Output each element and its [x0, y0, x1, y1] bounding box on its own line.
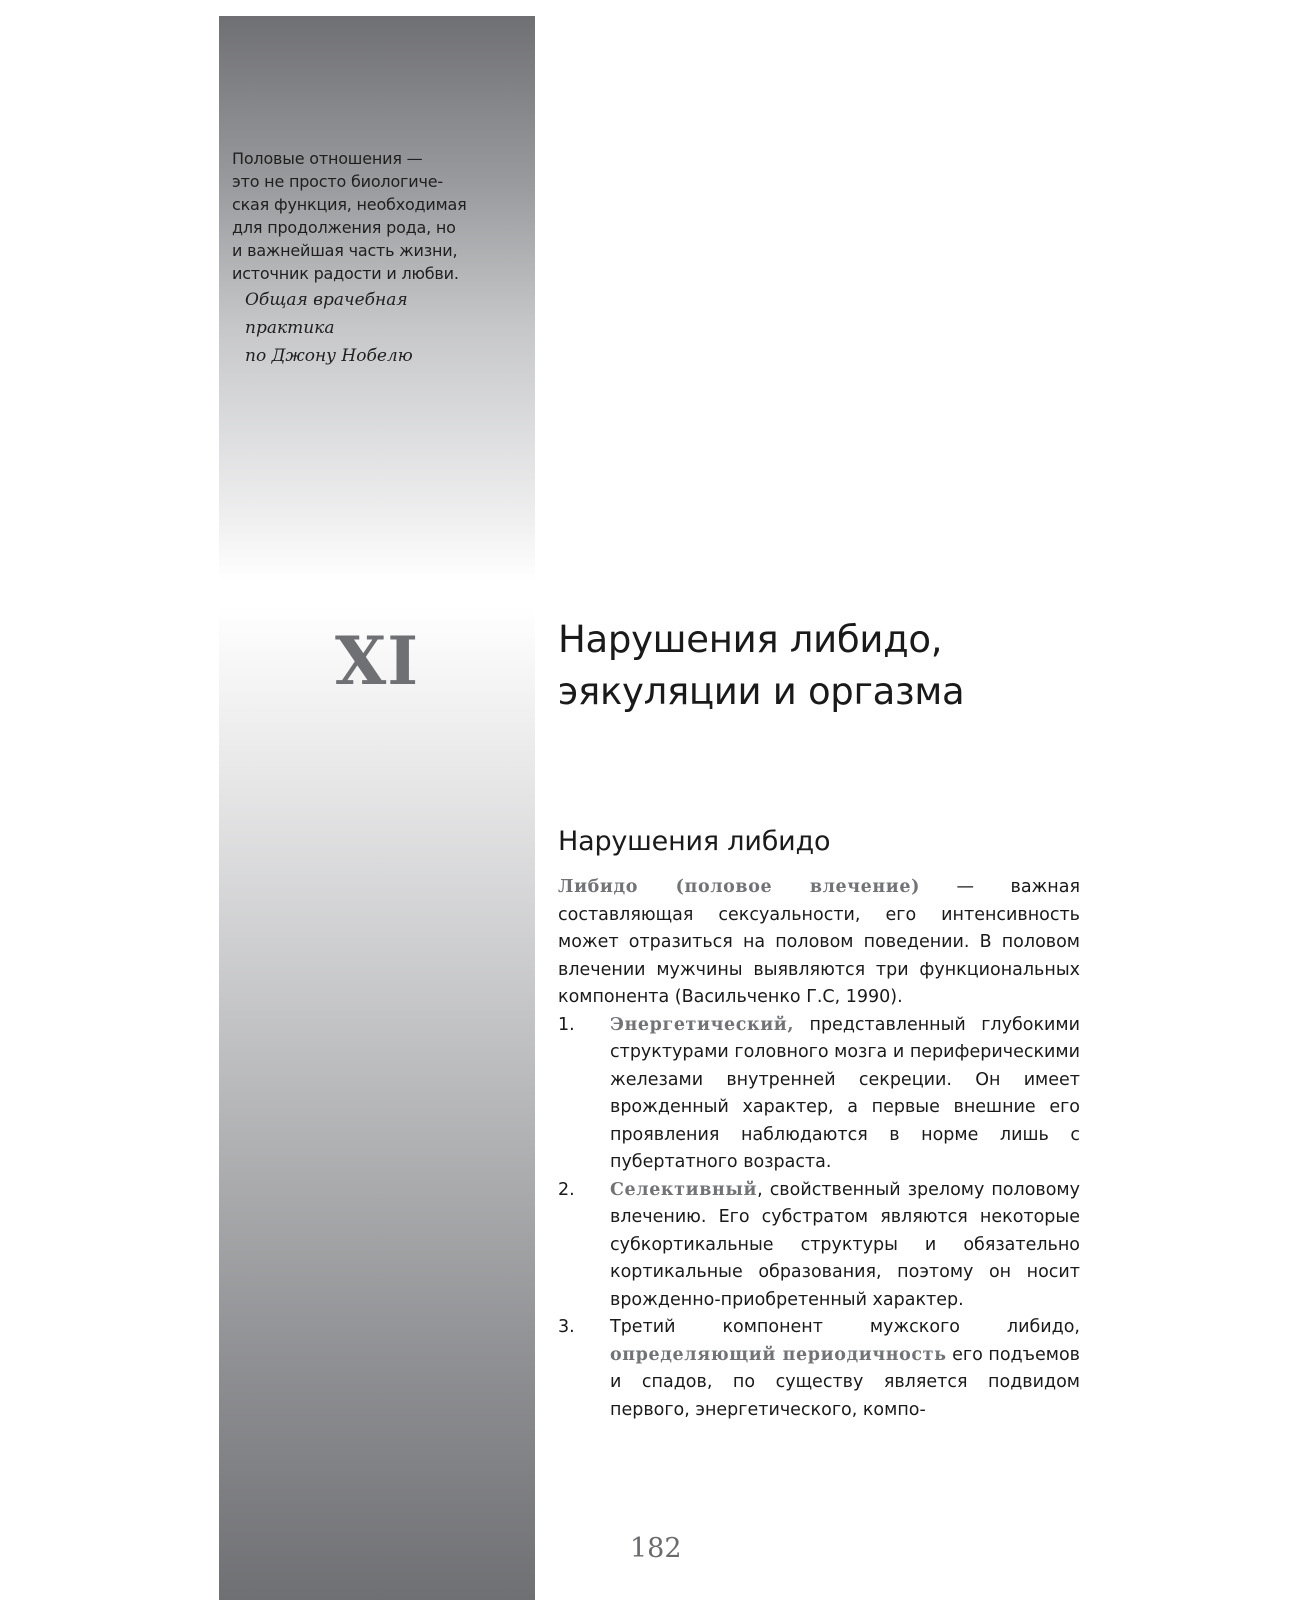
list-item-number: 3.: [558, 1317, 575, 1337]
list-item-number: 2.: [558, 1179, 575, 1200]
components-list: [558, 1012, 1080, 1425]
chapter-number: XI: [335, 622, 420, 700]
chapter-title: Нарушения либидо, эякуляции и оргазма: [558, 618, 965, 713]
list-item-term: Энергетический,: [610, 1014, 795, 1035]
section-body: [558, 874, 1080, 1424]
intro-text: — важная составляющая сексуальности, его интенсивность может отразиться на половом поведении. В половом влечении мужчины выявляются три функциональных компонента (Васильченко Г.С, 1990).: [558, 877, 1080, 1007]
epigraph: [232, 147, 517, 370]
page-number: 182: [630, 1533, 682, 1564]
intro-paragraph: [558, 874, 1080, 1012]
list-item-term: Селективный: [610, 1179, 758, 1200]
list-item-term: определяющий периодичность: [610, 1344, 947, 1365]
epigraph-quote: Половые отношения — это не просто биологиче- ская функция, необходимая для продолжения рода, но и важнейшая часть жизни, источник радости и любви.: [232, 149, 467, 283]
list-item: [558, 1012, 1080, 1177]
list-item-number: 1.: [558, 1014, 575, 1035]
epigraph-source: Общая врачебная практика по Джону Нобелю: [245, 290, 413, 366]
list-item-text: его подъемов и спадов, по существу является подвидом первого, энергетического, компо-: [610, 1344, 1080, 1420]
intro-term: Либидо (половое влечение): [558, 877, 921, 897]
list-item: [558, 1177, 1080, 1315]
list-item-text: представленный глубокими структурами головного мозга и периферическими железами внутренней секреции. Он имеет врожденный характер, а первые внешние его проявления наблюдаются в норме лишь с пубертатного возраста.: [610, 1014, 1080, 1172]
side-band-bottom-gradient: [219, 606, 535, 1600]
section-title: Нарушения либидо: [558, 826, 831, 857]
list-item-text: , свойственный зрелому половому влечению. Его субстратом являются некоторые субкортикальные структуры и обязательно кортикальные образования, поэтому он носит врожденно-приобретенный характер.: [610, 1179, 1080, 1310]
list-item-pretext: Третий компонент мужского либидо,: [610, 1317, 1080, 1337]
list-item: [558, 1314, 1080, 1424]
